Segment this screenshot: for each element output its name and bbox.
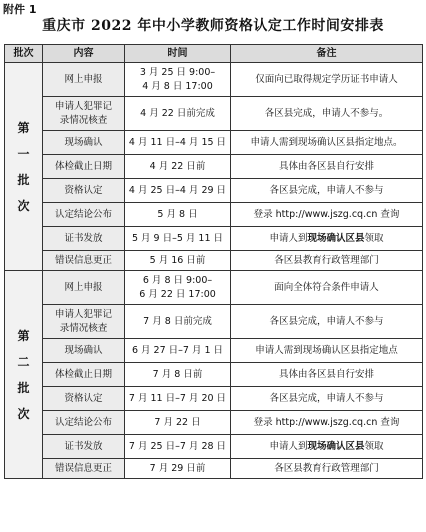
remark-text: 申请人到 <box>269 232 308 244</box>
remark-cell: 申请人需到现场确认区县指定地点。 <box>231 131 423 155</box>
content-cell <box>43 203 125 227</box>
time-text: 4 月 11 日–4 月 15 日 <box>128 136 227 148</box>
batch-label-char: 次 <box>17 198 30 213</box>
content-text: 网上申报 <box>64 73 103 85</box>
batch-label-char: 第 <box>17 328 30 343</box>
content-text: 证书发放 <box>64 232 103 244</box>
content-text: 错误信息更正 <box>54 254 112 266</box>
remark-cell: 登录 http://www.jszg.cq.cn 查询 <box>231 203 423 227</box>
table-row <box>5 131 423 155</box>
attachment-label: 附件 1 <box>3 3 37 16</box>
content-text: 证书发放 <box>64 440 103 452</box>
time-text: 4 月 22 日前完成 <box>140 107 215 119</box>
content-text: 资格认定 <box>64 184 103 196</box>
table-row <box>5 227 423 251</box>
page-title: 重庆市 2022 年中小学教师资格认定工作时间安排表 <box>42 18 384 34</box>
content-text: 申请人犯罪记 <box>54 100 112 112</box>
batch-label-char: 二 <box>17 354 30 369</box>
remark-cell: 仅面向已取得规定学历证书申请人 <box>231 63 423 97</box>
time-text: 6 月 8 日 9:00– <box>142 274 213 286</box>
batch-label-char: 第 <box>17 120 30 135</box>
content-text: 录情况核查 <box>59 322 108 334</box>
time-text: 6 月 27 日–7 月 1 日 <box>131 344 224 356</box>
table-row <box>5 339 423 363</box>
header-time: 时间 <box>125 45 231 63</box>
table-row <box>5 363 423 387</box>
table-row <box>5 251 423 271</box>
remark-emphasis: 现场确认区县 <box>307 232 365 244</box>
content-cell <box>43 459 125 479</box>
batch-label <box>5 271 43 479</box>
remark-text: 领取 <box>364 232 384 244</box>
content-cell <box>43 435 125 459</box>
content-cell <box>43 179 125 203</box>
content-text: 体检截止日期 <box>54 160 112 172</box>
content-text: 现场确认 <box>64 344 103 356</box>
batch-label-char: 一 <box>17 146 30 161</box>
remark-cell: 各区县完成，申请人不参与。 <box>231 97 423 131</box>
content-cell <box>43 387 125 411</box>
table-row <box>5 305 423 339</box>
remark-cell: 具体由各区县自行安排 <box>231 155 423 179</box>
remark-cell: 面向全体符合条件申请人 <box>231 271 423 305</box>
time-cell <box>125 227 231 251</box>
time-text: 7 月 8 日前完成 <box>143 315 212 327</box>
table-row <box>5 155 423 179</box>
remark-cell: 申请人需到现场确认区县指定地点 <box>231 339 423 363</box>
content-cell <box>43 305 125 339</box>
remark-cell: 登录 http://www.jszg.cq.cn 查询 <box>231 411 423 435</box>
table-row <box>5 97 423 131</box>
content-cell <box>43 227 125 251</box>
time-text: 5 月 8 日 <box>157 208 198 220</box>
table-row <box>5 271 423 305</box>
time-text: 4 月 25 日–4 月 29 日 <box>128 184 227 196</box>
time-cell <box>125 203 231 227</box>
remark-cell <box>231 227 423 251</box>
remark-text: 领取 <box>364 440 384 452</box>
time-text: 7 月 22 日 <box>154 416 201 428</box>
table-header-row <box>5 45 423 63</box>
time-text: 5 月 9 日–5 月 11 日 <box>131 232 224 244</box>
time-cell <box>125 131 231 155</box>
content-cell <box>43 251 125 271</box>
remark-emphasis: 现场确认区县 <box>307 440 365 452</box>
content-cell <box>43 97 125 131</box>
remark-cell: 各区县完成，申请人不参与 <box>231 387 423 411</box>
table-row <box>5 435 423 459</box>
time-text: 3 月 25 日 9:00– <box>139 66 216 78</box>
content-cell <box>43 411 125 435</box>
remark-cell: 各区县教育行政管理部门 <box>231 251 423 271</box>
time-cell <box>125 271 231 305</box>
content-text: 申请人犯罪记 <box>54 308 112 320</box>
time-text: 4 月 22 日前 <box>149 160 206 172</box>
table-row <box>5 203 423 227</box>
content-text: 网上申报 <box>64 281 103 293</box>
time-text: 7 月 8 日前 <box>152 368 203 380</box>
batch-label-char: 批 <box>17 172 30 187</box>
content-text: 资格认定 <box>64 392 103 404</box>
remark-cell: 各区县教育行政管理部门 <box>231 459 423 479</box>
batch-label <box>5 63 43 271</box>
time-text: 7 月 25 日–7 月 28 日 <box>128 440 227 452</box>
time-cell <box>125 305 231 339</box>
content-cell <box>43 155 125 179</box>
table-row <box>5 179 423 203</box>
time-text: 7 月 11 日–7 月 20 日 <box>128 392 227 404</box>
remark-cell: 各区县完成，申请人不参与 <box>231 305 423 339</box>
time-text: 4 月 8 日 17:00 <box>142 80 213 92</box>
time-text: 7 月 29 日前 <box>149 462 206 474</box>
table-row <box>5 459 423 479</box>
content-text: 错误信息更正 <box>54 462 112 474</box>
content-cell <box>43 339 125 363</box>
table-row <box>5 387 423 411</box>
batch-label-char: 次 <box>17 406 30 421</box>
remark-cell: 具体由各区县自行安排 <box>231 363 423 387</box>
header-remark: 备注 <box>231 45 423 63</box>
time-cell <box>125 251 231 271</box>
time-cell <box>125 387 231 411</box>
content-text: 认定结论公布 <box>54 208 112 220</box>
time-cell <box>125 339 231 363</box>
content-cell <box>43 363 125 387</box>
time-cell <box>125 363 231 387</box>
content-text: 录情况核查 <box>59 114 108 126</box>
time-cell <box>125 435 231 459</box>
time-cell <box>125 179 231 203</box>
remark-cell: 各区县完成，申请人不参与 <box>231 179 423 203</box>
remark-text: 申请人到 <box>269 440 308 452</box>
time-cell <box>125 411 231 435</box>
table-row <box>5 411 423 435</box>
time-cell <box>125 459 231 479</box>
time-text: 6 月 22 日 17:00 <box>139 288 216 300</box>
batch-label-char: 批 <box>17 380 30 395</box>
schedule-table <box>4 44 423 479</box>
time-text: 5 月 16 日前 <box>149 254 206 266</box>
content-text: 认定结论公布 <box>54 416 112 428</box>
content-cell <box>43 131 125 155</box>
content-cell <box>43 271 125 305</box>
time-cell <box>125 63 231 97</box>
time-cell <box>125 97 231 131</box>
content-text: 体检截止日期 <box>54 368 112 380</box>
table-body <box>5 63 423 479</box>
content-cell <box>43 63 125 97</box>
content-text: 现场确认 <box>64 136 103 148</box>
header-content: 内容 <box>43 45 125 63</box>
header-batch: 批次 <box>5 45 43 63</box>
table-row <box>5 63 423 97</box>
remark-cell <box>231 435 423 459</box>
time-cell <box>125 155 231 179</box>
